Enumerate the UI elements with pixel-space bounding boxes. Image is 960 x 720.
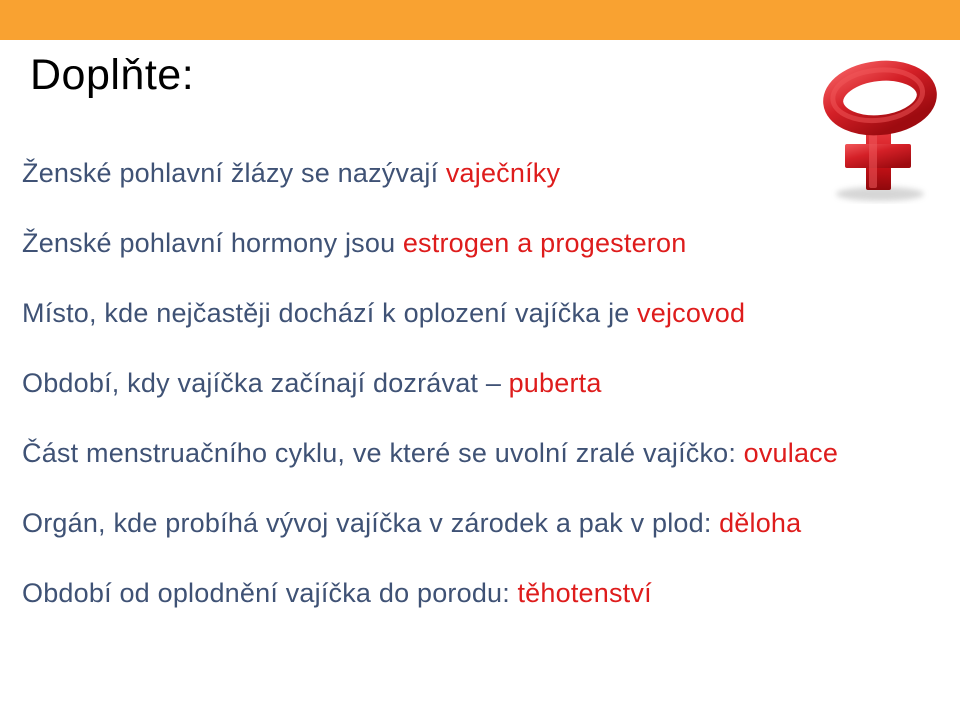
question-line-6 (22, 488, 922, 558)
question-line-1 (22, 138, 922, 208)
question-answer: těhotenství (517, 578, 652, 608)
question-prompt: Orgán, kde probíhá vývoj vajíčka v zárodek a pak v plod: (22, 508, 712, 538)
question-line-2 (22, 208, 922, 278)
question-prompt: Období od oplodnění vajíčka do porodu: (22, 578, 510, 608)
question-answer: vejcovod (637, 298, 746, 328)
question-answer: ovulace (743, 438, 839, 468)
question-answer: vaječníky (445, 158, 561, 188)
question-prompt: Ženské pohlavní žlázy se nazývají (22, 158, 439, 188)
question-line-5 (22, 418, 922, 488)
top-accent-bar (0, 0, 960, 40)
question-prompt: Ženské pohlavní hormony jsou (22, 228, 396, 258)
question-answer: děloha (719, 508, 802, 538)
question-prompt: Část menstruačního cyklu, ve které se uvolní zralé vajíčko: (22, 438, 737, 468)
question-answer: puberta (508, 368, 602, 398)
question-prompt: Místo, kde nejčastěji dochází k oplození vajíčka je (22, 298, 630, 328)
question-prompt: Období, kdy vajíčka začínají dozrávat – (22, 368, 502, 398)
question-line-7 (22, 558, 922, 628)
question-line-3 (22, 278, 922, 348)
page-title: Doplňte: (30, 51, 195, 99)
question-answer: estrogen a progesteron (402, 228, 687, 258)
question-list (22, 138, 922, 628)
question-line-4 (22, 348, 922, 418)
